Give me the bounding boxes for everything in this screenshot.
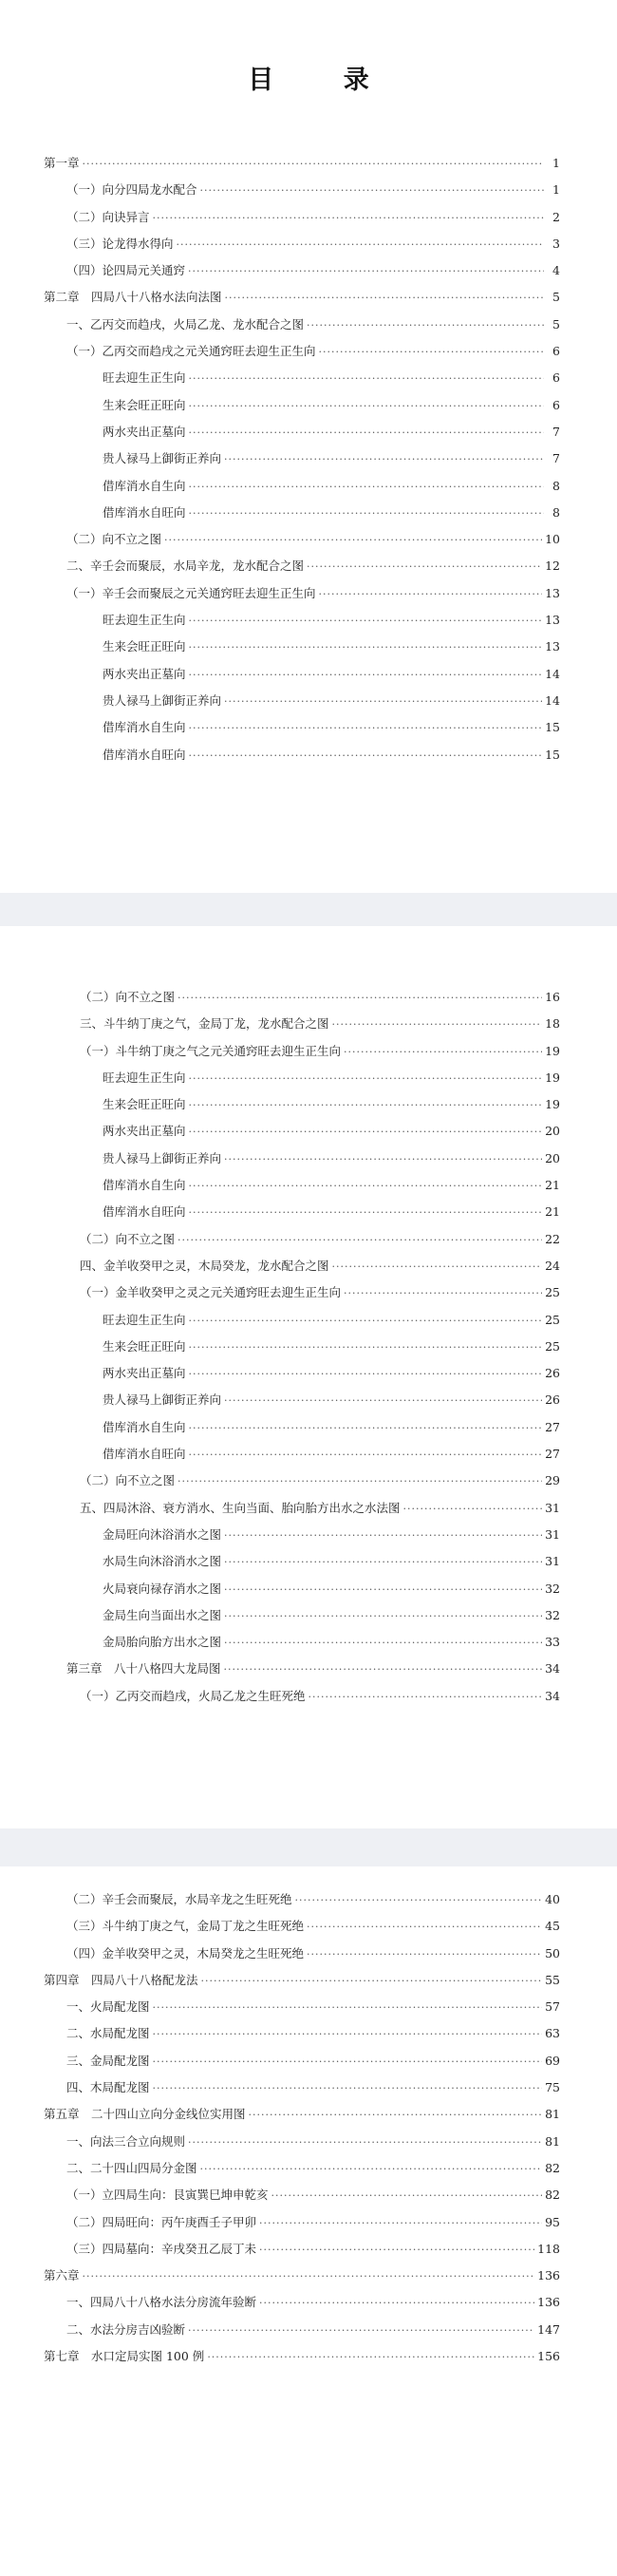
toc-entry[interactable]	[44, 1659, 560, 1686]
dot-leader	[188, 2324, 534, 2337]
toc-entry[interactable]	[44, 2320, 560, 2347]
toc-entry-label: 四、木局配龙图	[66, 2080, 150, 2095]
toc-list-page-2	[44, 988, 560, 1714]
toc-entry-label: 生来会旺正旺向	[103, 639, 186, 654]
dot-leader	[308, 1691, 543, 1703]
dot-leader	[259, 2297, 534, 2309]
toc-entry-page-number: 95	[545, 2214, 560, 2229]
dot-leader	[259, 2217, 542, 2229]
toc-entry-page-number: 29	[545, 1473, 560, 1488]
toc-entry-page-number: 57	[545, 1999, 560, 2015]
toc-entry-label: 三、金局配龙图	[66, 2053, 150, 2068]
toc-entry[interactable]	[44, 2186, 560, 2212]
toc-entry-label: 一、向法三合立向规则	[66, 2133, 186, 2149]
toc-entry[interactable]	[44, 1499, 560, 1525]
toc-entry-page-number: 19	[545, 1097, 560, 1112]
toc-entry-label: （一）乙丙交而趋戌之元关通窍旺去迎生正生向	[66, 344, 316, 359]
dot-leader	[189, 722, 543, 734]
dot-leader	[189, 641, 543, 653]
dot-leader	[178, 1475, 542, 1487]
toc-entry-label: 两水夹出正墓向	[103, 1366, 186, 1381]
dot-leader	[189, 749, 543, 762]
toc-entry-page-number: 12	[545, 559, 560, 574]
toc-entry[interactable]	[44, 208, 560, 235]
toc-entry-label: 借库消水自生向	[103, 478, 186, 493]
toc-entry[interactable]	[44, 1890, 560, 1917]
toc-entry-page-number: 1	[552, 182, 560, 198]
toc-entry-page-number: 2	[552, 209, 560, 224]
toc-entry-page-number: 26	[545, 1392, 560, 1408]
toc-entry-label: 一、四局八十八格水法分房流年验断	[66, 2295, 257, 2310]
toc-list-page-3	[44, 1890, 560, 2374]
toc-entry-page-number: 7	[552, 424, 560, 439]
toc-entry[interactable]	[44, 1552, 560, 1579]
dot-leader	[200, 184, 544, 197]
toc-entry-page-number: 27	[545, 1447, 560, 1462]
toc-entry-page-number: 19	[545, 1070, 560, 1085]
toc-entry-label: （三）论龙得水得向	[66, 236, 174, 251]
toc-entry-page-number: 21	[545, 1178, 560, 1193]
dot-leader	[224, 1637, 542, 1649]
toc-entry-page-number: 15	[545, 747, 560, 762]
toc-entry-label: 第一章	[44, 156, 80, 170]
dot-leader	[307, 560, 542, 573]
dot-leader	[83, 2270, 535, 2282]
dot-leader	[224, 453, 544, 465]
toc-entry[interactable]	[44, 611, 560, 637]
toc-entry-page-number: 20	[545, 1124, 560, 1139]
toc-entry-label: 水局生向沐浴消水之图	[103, 1554, 222, 1569]
toc-entry-label: 二、二十四山四局分金图	[66, 2160, 197, 2175]
toc-entry-page-number: 13	[545, 639, 560, 654]
dot-leader	[344, 1046, 542, 1058]
toc-entry[interactable]	[44, 2266, 560, 2293]
toc-entry[interactable]	[44, 691, 560, 718]
toc-entry-page-number: 15	[545, 720, 560, 735]
toc-entry-label: 旺去迎生正生向	[103, 613, 186, 628]
toc-entry-page-number: 10	[545, 532, 560, 547]
toc-entry-page-number: 3	[552, 236, 560, 251]
toc-entry[interactable]	[44, 1257, 560, 1283]
dot-leader	[224, 1610, 542, 1622]
toc-entry-label: （一）辛壬会而聚辰之元关通窍旺去迎生正生向	[66, 585, 316, 600]
toc-entry-page-number: 81	[545, 2133, 560, 2149]
toc-entry-page-number: 31	[545, 1554, 560, 1569]
toc-entry-label: （二）辛壬会而聚辰，水局辛龙之生旺死绝	[66, 1892, 292, 1906]
toc-entry[interactable]	[44, 1230, 560, 1257]
toc-entry-label: 贵人禄马上御街正养向	[103, 1150, 222, 1165]
toc-entry-label: 两水夹出正墓向	[103, 666, 186, 681]
dot-leader	[189, 426, 544, 439]
dot-leader	[189, 507, 544, 520]
toc-entry-page-number: 1	[552, 156, 560, 170]
toc-entry-page-number: 22	[545, 1231, 560, 1246]
toc-entry-page-number: 118	[537, 2241, 560, 2256]
toc-entry-page-number: 6	[552, 370, 560, 386]
toc-entry[interactable]	[44, 1176, 560, 1203]
toc-entry[interactable]	[44, 1418, 560, 1445]
toc-entry-page-number: 5	[552, 316, 560, 331]
toc-entry-label: 二、辛壬会而聚辰，水局辛龙，龙水配合之图	[66, 559, 305, 574]
toc-entry-label: （二）向不立之图	[80, 1231, 176, 1246]
toc-entry-label: （一）立四局生向：艮寅巽巳坤申乾亥	[66, 2188, 269, 2203]
toc-entry-label: 火局衰向禄存消水之图	[103, 1581, 222, 1596]
toc-entry[interactable]	[44, 746, 560, 772]
toc-entry[interactable]	[44, 1014, 560, 1041]
dot-leader	[153, 2001, 543, 2014]
dot-leader	[332, 1260, 543, 1273]
toc-entry-page-number: 27	[545, 1419, 560, 1434]
toc-entry-label: 生来会旺正旺向	[103, 397, 186, 412]
toc-entry-page-number: 34	[545, 1661, 560, 1676]
toc-entry-label: 借库消水自生向	[103, 1178, 186, 1193]
dot-leader	[189, 400, 544, 412]
toc-entry-page-number: 13	[545, 613, 560, 628]
toc-entry[interactable]	[44, 315, 560, 342]
toc-entry-label: （三）斗牛纳丁庚之气，金局丁龙之生旺死绝	[66, 1919, 305, 1934]
toc-entry-label: 第四章 四局八十八格配龙法	[44, 1972, 198, 1987]
toc-entry-page-number: 14	[545, 692, 560, 708]
toc-entry-page-number: 40	[545, 1892, 560, 1906]
dot-leader	[225, 292, 544, 304]
toc-entry-label: 借库消水自旺向	[103, 747, 186, 762]
dot-leader	[224, 1529, 542, 1542]
dot-leader	[189, 372, 544, 385]
toc-entry-label: 借库消水自旺向	[103, 504, 186, 520]
toc-entry-page-number: 55	[545, 1972, 560, 1987]
dot-leader	[189, 1072, 543, 1085]
toc-entry-page-number: 8	[552, 504, 560, 520]
dot-leader	[83, 158, 544, 170]
dot-leader	[153, 2055, 543, 2068]
toc-entry-page-number: 33	[545, 1635, 560, 1650]
dot-leader	[164, 534, 542, 546]
dot-leader	[189, 1449, 543, 1461]
dot-leader	[189, 669, 543, 681]
dot-leader	[307, 319, 544, 331]
toc-entry-label: 金局胎向胎方出水之图	[103, 1635, 222, 1650]
dot-leader	[344, 1287, 542, 1299]
toc-entry[interactable]	[44, 1998, 560, 2024]
toc-entry-page-number: 32	[545, 1581, 560, 1596]
toc-entry-label: （二）四局旺向：丙午庚酉壬子甲卯	[66, 2214, 257, 2229]
toc-entry[interactable]	[44, 1203, 560, 1229]
dot-leader	[153, 2028, 543, 2040]
toc-entry-label: （二）向不立之图	[80, 990, 176, 1004]
toc-entry[interactable]	[44, 2240, 560, 2266]
dot-leader	[189, 1368, 543, 1380]
dot-leader	[224, 1556, 542, 1568]
toc-entry-label: （一）乙丙交而趋戌，火局乙龙之生旺死绝	[80, 1688, 306, 1703]
toc-entry[interactable]	[44, 1122, 560, 1148]
toc-entry[interactable]	[44, 2052, 560, 2078]
toc-entry-label: 第六章	[44, 2268, 80, 2283]
toc-entry-page-number: 45	[545, 1919, 560, 1934]
toc-entry[interactable]	[44, 423, 560, 449]
toc-entry-label: 生来会旺正旺向	[103, 1097, 186, 1112]
toc-entry-label: 旺去迎生正生向	[103, 1312, 186, 1327]
toc-entry-label: 贵人禄马上御街正养向	[103, 692, 222, 708]
toc-entry-page-number: 25	[545, 1285, 560, 1300]
toc-entry-page-number: 81	[545, 2107, 560, 2122]
toc-entry-label: （一）金羊收癸甲之灵之元关通窍旺去迎生正生向	[80, 1285, 342, 1300]
toc-entry[interactable]	[44, 396, 560, 423]
dot-leader	[201, 1975, 543, 1987]
toc-entry[interactable]	[44, 1069, 560, 1095]
toc-entry[interactable]	[44, 1095, 560, 1122]
toc-entry[interactable]	[44, 1606, 560, 1633]
toc-entry-label: 借库消水自生向	[103, 720, 186, 735]
dot-leader	[295, 1894, 543, 1906]
toc-entry[interactable]	[44, 1337, 560, 1364]
toc-entry-label: 二、水局配龙图	[66, 2026, 150, 2041]
toc-entry[interactable]	[44, 2213, 560, 2240]
toc-entry[interactable]	[44, 477, 560, 503]
toc-entry-label: 第七章 水口定局实图 100 例	[44, 2349, 205, 2364]
dot-leader	[207, 2351, 534, 2363]
dot-leader	[319, 588, 543, 600]
toc-entry-page-number: 25	[545, 1312, 560, 1327]
toc-entry-page-number: 136	[537, 2295, 560, 2310]
toc-entry-page-number: 18	[545, 1016, 560, 1032]
toc-entry[interactable]	[44, 2105, 560, 2131]
toc-entry-label: （二）向不立之图	[66, 532, 162, 547]
toc-entry[interactable]	[44, 2347, 560, 2374]
toc-entry[interactable]	[44, 1687, 560, 1714]
toc-entry-page-number: 136	[537, 2268, 560, 2283]
dot-leader	[189, 1099, 543, 1111]
toc-entry-page-number: 21	[545, 1204, 560, 1220]
toc-entry-label: 生来会旺正旺向	[103, 1338, 186, 1354]
dot-leader	[319, 346, 544, 358]
toc-entry-page-number: 156	[537, 2349, 560, 2364]
toc-entry[interactable]	[44, 1471, 560, 1498]
toc-entry-label: 金局生向当面出水之图	[103, 1607, 222, 1622]
toc-entry[interactable]	[44, 2024, 560, 2051]
dot-leader	[189, 1206, 543, 1219]
toc-entry[interactable]	[44, 342, 560, 369]
toc-entry-page-number: 31	[545, 1500, 560, 1515]
dot-leader	[189, 1422, 543, 1434]
toc-entry-label: （一）斗牛纳丁庚之气之元关通窍旺去迎生正生向	[80, 1043, 342, 1058]
dot-leader	[332, 1018, 543, 1031]
toc-entry-label: （一）向分四局龙水配合	[66, 182, 197, 198]
toc-entry-label: 金局旺向沐浴消水之图	[103, 1526, 222, 1542]
toc-entry-label: 五、四局沐浴、衰方消水、生向当面、胎向胎方出水之水法图	[80, 1500, 401, 1515]
toc-entry-label: 第二章 四局八十八格水法向法图	[44, 290, 222, 305]
dot-leader	[249, 2109, 543, 2121]
dot-leader	[307, 1948, 542, 1960]
toc-entry-label: 两水夹出正墓向	[103, 1124, 186, 1139]
toc-entry-page-number: 50	[545, 1945, 560, 1960]
dot-leader	[153, 2082, 543, 2094]
toc-entry-page-number: 69	[545, 2053, 560, 2068]
toc-entry-page-number: 26	[545, 1366, 560, 1381]
toc-entry[interactable]	[44, 1971, 560, 1998]
toc-entry-label: 贵人禄马上御街正养向	[103, 1392, 222, 1408]
toc-entry-page-number: 24	[545, 1258, 560, 1273]
toc-entry-label: 四、金羊收癸甲之灵，木局癸龙，龙水配合之图	[80, 1258, 329, 1273]
toc-entry-page-number: 16	[545, 990, 560, 1004]
dot-leader	[403, 1503, 543, 1515]
dot-leader	[189, 481, 544, 493]
toc-entry-page-number: 82	[545, 2160, 560, 2175]
dot-leader	[224, 1663, 543, 1676]
toc-entry-page-number: 6	[552, 344, 560, 359]
toc-entry[interactable]	[44, 180, 560, 207]
dot-leader	[224, 695, 542, 708]
toc-entry-label: （二）向不立之图	[80, 1473, 176, 1488]
toc-entry-label: 借库消水自旺向	[103, 1447, 186, 1462]
toc-entry-page-number: 20	[545, 1150, 560, 1165]
toc-entry-page-number: 7	[552, 451, 560, 466]
toc-entry[interactable]	[44, 2078, 560, 2105]
toc-entry-label: 三、斗牛纳丁庚之气，金局丁龙，龙水配合之图	[80, 1016, 329, 1032]
toc-entry-page-number: 25	[545, 1338, 560, 1354]
toc-entry[interactable]	[44, 154, 560, 180]
toc-entry[interactable]	[44, 261, 560, 288]
toc-entry[interactable]	[44, 503, 560, 530]
toc-entry[interactable]	[44, 1445, 560, 1471]
dot-leader	[224, 1153, 542, 1165]
toc-entry[interactable]	[44, 1391, 560, 1417]
toc-entry-label: 旺去迎生正生向	[103, 1070, 186, 1085]
toc-entry[interactable]	[44, 1525, 560, 1552]
toc-entry[interactable]	[44, 1633, 560, 1659]
toc-entry[interactable]	[44, 1149, 560, 1176]
toc-entry[interactable]	[44, 1042, 560, 1069]
toc-entry-page-number: 63	[545, 2026, 560, 2041]
dot-leader	[307, 1921, 542, 1933]
page-title: 目 录	[248, 66, 400, 95]
toc-entry-page-number: 5	[552, 290, 560, 305]
dot-leader	[188, 265, 544, 277]
toc-entry-page-number: 147	[537, 2321, 560, 2337]
toc-entry[interactable]	[44, 1944, 560, 1971]
toc-list-page-1	[44, 154, 560, 772]
toc-entry-page-number: 34	[545, 1688, 560, 1703]
dot-leader	[153, 212, 544, 224]
toc-entry[interactable]	[44, 2159, 560, 2186]
toc-entry[interactable]	[44, 1364, 560, 1391]
toc-entry[interactable]	[44, 369, 560, 395]
dot-leader	[271, 2189, 543, 2202]
dot-leader	[189, 1315, 543, 1327]
toc-entry-page-number: 82	[545, 2188, 560, 2203]
toc-entry-page-number: 14	[545, 666, 560, 681]
toc-entry-label: 贵人禄马上御街正养向	[103, 451, 222, 466]
toc-entry[interactable]	[44, 665, 560, 691]
toc-entry[interactable]	[44, 988, 560, 1014]
toc-entry[interactable]	[44, 235, 560, 261]
dot-leader	[224, 1394, 542, 1407]
toc-entry[interactable]	[44, 449, 560, 476]
toc-entry-label: （三）四局墓向：辛戌癸丑乙辰丁未	[66, 2241, 257, 2256]
toc-entry[interactable]	[44, 1917, 560, 1943]
toc-entry-label: 一、火局配龙图	[66, 1999, 150, 2015]
toc-entry-page-number: 13	[545, 585, 560, 600]
toc-entry-label: （四）金羊收癸甲之灵，木局癸龙之生旺死绝	[66, 1945, 305, 1960]
toc-entry-label: 借库消水自生向	[103, 1419, 186, 1434]
toc-entry-label: 二、水法分房吉凶验断	[66, 2321, 186, 2337]
dot-leader	[259, 2244, 534, 2256]
toc-entry-page-number: 6	[552, 397, 560, 412]
toc-entry[interactable]	[44, 637, 560, 664]
toc-entry-page-number: 31	[545, 1526, 560, 1542]
toc-entry-page-number: 8	[552, 478, 560, 493]
dot-leader	[189, 615, 543, 627]
dot-leader	[177, 238, 544, 251]
dot-leader	[189, 1341, 543, 1354]
dot-leader	[178, 992, 542, 1004]
toc-entry-label: 第五章 二十四山立向分金线位实用图	[44, 2107, 246, 2122]
dot-leader	[188, 2136, 542, 2149]
toc-entry[interactable]	[44, 530, 560, 557]
toc-entry[interactable]	[44, 1580, 560, 1606]
toc-entry-label: （四）论四局元关通窍	[66, 263, 186, 278]
dot-leader	[224, 1583, 542, 1596]
toc-entry[interactable]	[44, 584, 560, 611]
toc-entry[interactable]	[44, 718, 560, 745]
dot-leader	[178, 1234, 542, 1246]
toc-entry-page-number: 4	[552, 263, 560, 278]
toc-entry-label: （二）向诀异言	[66, 209, 150, 224]
toc-entry-label: 第三章 八十八格四大龙局图	[66, 1661, 221, 1676]
toc-entry-label: 借库消水自旺向	[103, 1204, 186, 1220]
toc-entry-label: 一、乙丙交而趋戌，火局乙龙、龙水配合之图	[66, 316, 305, 331]
toc-entry[interactable]	[44, 2293, 560, 2320]
toc-entry[interactable]	[44, 288, 560, 314]
dot-leader	[189, 1126, 543, 1138]
toc-entry[interactable]	[44, 2132, 560, 2159]
toc-entry-page-number: 32	[545, 1607, 560, 1622]
toc-entry[interactable]	[44, 1311, 560, 1337]
dot-leader	[200, 2163, 543, 2175]
toc-entry-label: 两水夹出正墓向	[103, 424, 186, 439]
toc-entry-page-number: 75	[545, 2080, 560, 2095]
toc-entry[interactable]	[44, 557, 560, 583]
toc-entry-page-number: 19	[545, 1043, 560, 1058]
toc-entry[interactable]	[44, 1283, 560, 1310]
dot-leader	[189, 1180, 543, 1192]
toc-entry-label: 旺去迎生正生向	[103, 370, 186, 386]
